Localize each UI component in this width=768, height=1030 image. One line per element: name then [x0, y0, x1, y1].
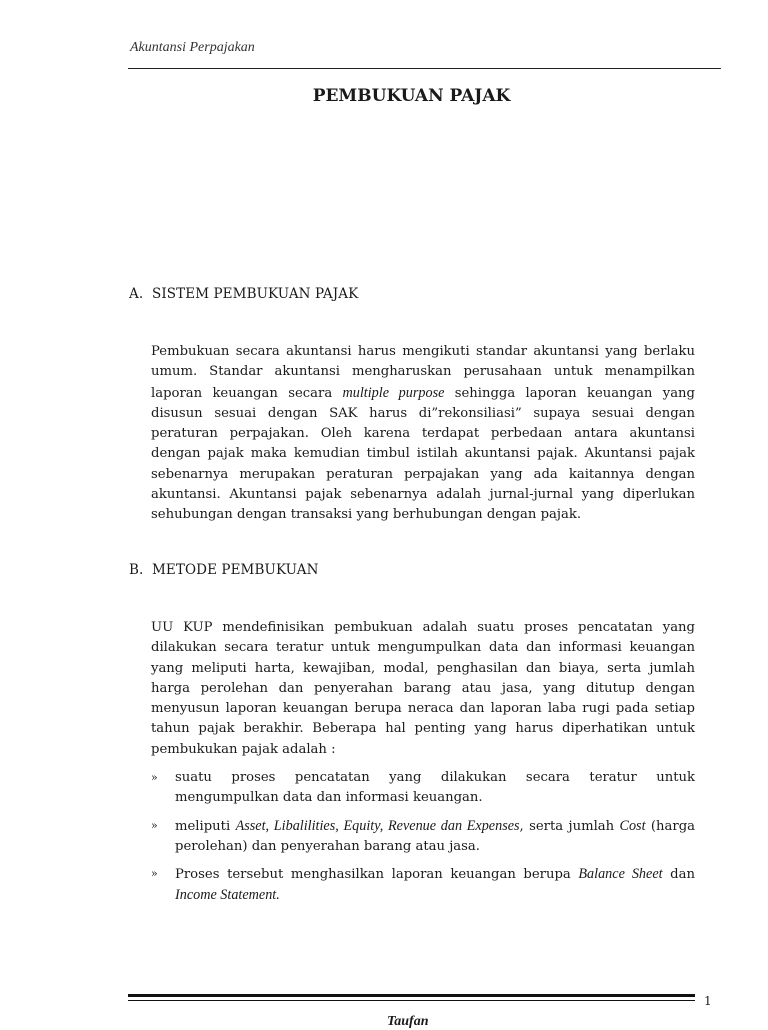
section-b-paragraph: UU KUP mendefinisikan pembukuan adalah suatu proses pencatatan yang dilakukan secara teratur untuk mengumpulkan data dan informasi keuangan yang meliputi harta, kewajiban, modal, penghasilan dan biaya, serta jumlah harga perolehan dan penyerahan barang atau jasa, yang ditutup dengan menyusun laporan keuangan berupa neraca dan laporan laba rugi pada setiap tahun pajak berakhir. Beberapa hal penting yang harus diperhatikan untuk pembukukan pajak adalah : — [151, 620, 695, 757]
bullet-marker-icon: » — [151, 818, 158, 832]
section-a-text-rest: sehingga laporan keuangan yang disusun sesuai dengan SAK harus di”rekonsiliasi” supaya sesuai dengan peraturan perpajakan. Oleh karena terdapat perbedaan antara akuntansi dengan pajak maka kemudian timbul istilah akuntansi pajak. Akuntansi pajak sebenarnya merupakan peraturan perpajakan yang ada kaitannya dengan akuntansi. Akuntansi pajak sebenarnya adalah jurnal-jurnal yang diperlukan sehubungan dengan transaksi yang berhubungan dengan pajak. — [151, 385, 695, 523]
section-a-heading — [129, 286, 358, 302]
footer-rule-thick — [128, 994, 695, 997]
footer-rule-thin — [128, 1000, 695, 1001]
footer-author: Taufan — [387, 1014, 429, 1029]
list-item-text: dan — [662, 867, 695, 883]
list-item — [151, 816, 695, 858]
list-item-text: Proses tersebut menghasilkan laporan keuangan berupa — [175, 867, 579, 883]
list-item-text: (harga perolehan) dan penyerahan barang atau jasa. — [175, 818, 695, 854]
list-item-emphasis: Balance Sheet — [578, 866, 663, 883]
list-item-text: suatu proses pencatatan yang dilakukan secara teratur untuk mengumpulkan data dan informasi keuangan. — [175, 770, 695, 806]
list-item-emphasis: Income Statement. — [175, 887, 280, 904]
section-b-letter: B. — [129, 562, 144, 578]
section-b-heading — [129, 562, 319, 578]
section-a-paragraph — [151, 342, 695, 526]
list-item-text: meliputi — [175, 818, 236, 834]
section-b-title: METODE PEMBUKUAN — [152, 562, 319, 578]
section-b-bullet-list — [151, 768, 695, 914]
list-item-text: , serta jumlah — [519, 818, 620, 834]
bullet-marker-icon: » — [151, 867, 158, 881]
header-rule — [128, 68, 721, 69]
list-item-emphasis: Asset, Libalilities, Equity, Revenue dan Expenses — [235, 817, 520, 834]
section-a-text: Pembukuan secara akuntansi harus mengikuti standar akuntansi yang berlaku umum. Standar akuntansi mengharuskan perusahaan untuk menampilkan laporan keuangan secara — [151, 344, 695, 401]
page-number: 1 — [704, 994, 712, 1008]
section-a-emphasis: multiple purpose — [342, 384, 445, 401]
page-title: PEMBUKUAN PAJAK — [312, 86, 511, 106]
section-a-title: SISTEM PEMBUKUAN PAJAK — [152, 286, 359, 302]
running-header: Akuntansi Perpajakan — [130, 40, 255, 55]
section-a-letter: A. — [129, 286, 144, 302]
list-item — [151, 768, 695, 809]
list-item-emphasis: Cost — [619, 817, 646, 834]
bullet-marker-icon: » — [151, 771, 158, 784]
list-item — [151, 864, 695, 907]
